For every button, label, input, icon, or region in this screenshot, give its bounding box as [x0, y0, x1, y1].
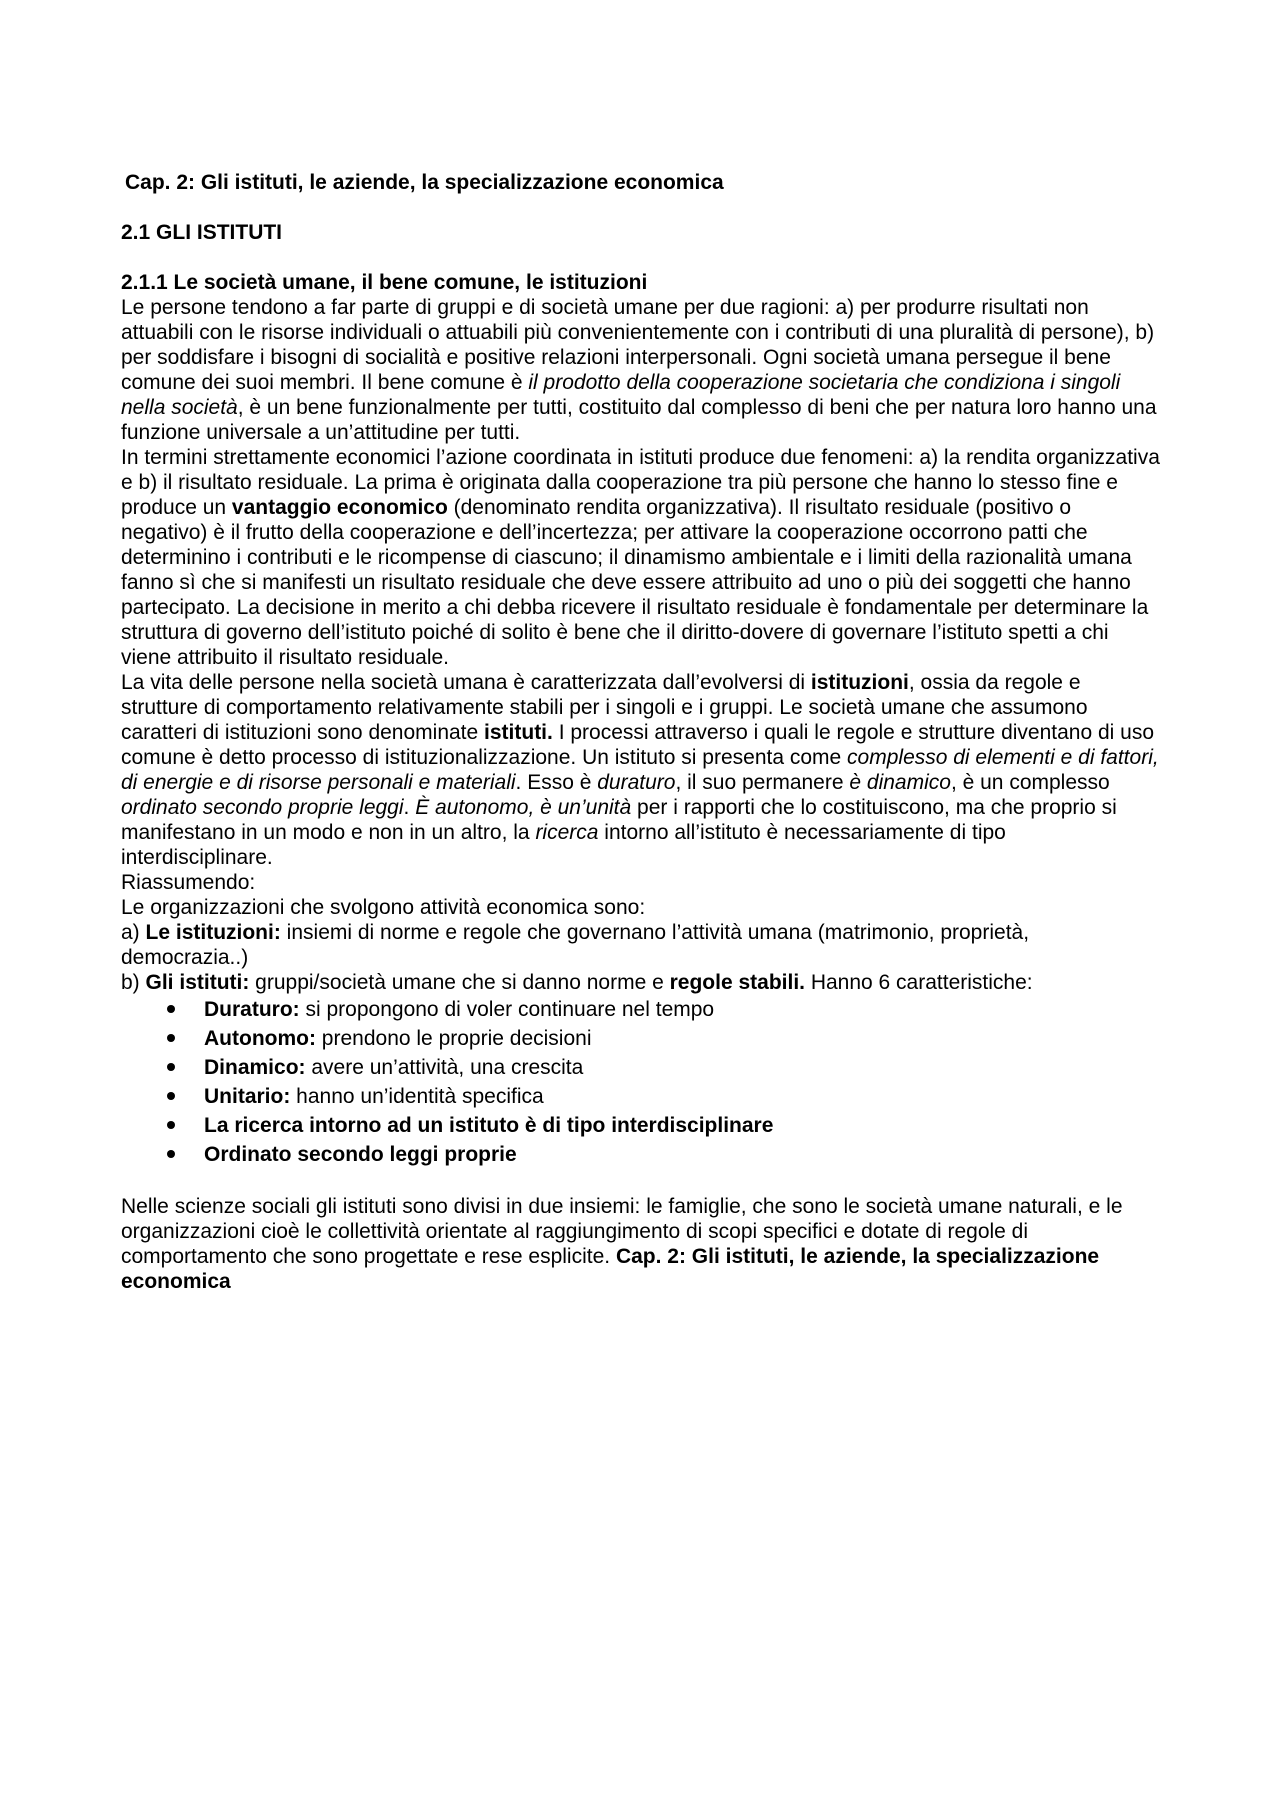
text-run: a) [121, 921, 146, 944]
section-heading: 2.1 GLI ISTITUTI [121, 221, 283, 244]
italic-run: è dinamico [849, 771, 951, 794]
text-run: Nelle scienze sociali gli istituti sono divisi in due insiemi: le famiglie, che sono le società umane naturali, e le organizzazioni cioè le collettività orientate al raggiungimento di scopi specifici e dotate di regole di comportamento che sono progettate e rese esplicite. [121, 1195, 1123, 1268]
bold-run: La ricerca intorno ad un istituto è di tipo interdisciplinare [204, 1114, 774, 1137]
bullet-icon [167, 1150, 175, 1158]
bold-run: Cap. 2: Gli istituti, le aziende, la specializzazione economica [121, 1245, 1100, 1293]
text-run: , ossia da regole e strutture di comportamento relativamente stabili per i singoli e i gruppi. Le società umane che assumono caratteri di istituzioni sono denominate [121, 671, 1088, 744]
italic-run: È autonomo, è un’unità [415, 796, 632, 819]
paragraph-2 [121, 445, 1161, 670]
text-run: b) [121, 971, 146, 994]
document-page [121, 170, 1161, 1294]
paragraph-4: Riassumendo: [121, 871, 256, 894]
bold-run: istituti. [484, 721, 553, 744]
text-run: per i rapporti che lo costituiscono, ma che proprio si manifestano in un modo e non in un altro, la [121, 796, 1117, 844]
text-run: Hanno 6 caratteristiche: [804, 971, 1033, 994]
spacer [121, 1169, 1161, 1194]
bold-run: vantaggio economico [231, 496, 448, 519]
text-run: I processi attraverso i quali le regole e strutture diventano di uso comune è detto processo di istituzionalizzazione. Un istituto si presenta come [121, 721, 1155, 769]
bold-run: istituzioni [810, 671, 909, 694]
list-item [167, 1053, 1161, 1082]
bold-run: Le istituzioni: [145, 921, 281, 944]
italic-run: il prodotto della cooperazione societaria che condiziona i singoli nella società [121, 371, 1121, 419]
bold-run: Gli istituti: [145, 971, 250, 994]
text-run: , è un bene funzionalmente per tutti, costituito dal complesso di beni che per natura loro hanno una funzione universale a un’attitudine per tutti. [121, 396, 1157, 444]
paragraph-1 [121, 295, 1161, 445]
text-run: La vita delle persone nella società umana è caratterizzata dall’evolversi di [121, 671, 811, 694]
bold-run: regole stabili. [669, 971, 805, 994]
bullet-icon [167, 1092, 175, 1100]
bullet-icon [167, 1005, 175, 1013]
italic-run: complesso di elementi e di fattori, di energie e di risorse personali e materiali [121, 746, 1159, 794]
text-run: insiemi di norme e regole che governano l’attività umana (matrimonio, proprietà, democrazia..) [121, 921, 1030, 969]
list-item [167, 1082, 1161, 1111]
list-item [167, 1024, 1161, 1053]
text-run: prendono le proprie decisioni [315, 1027, 592, 1050]
text-run: avere un’attività, una crescita [305, 1056, 584, 1079]
paragraph-3 [121, 670, 1161, 870]
text-run: , il suo permanere [675, 771, 850, 794]
text-run: In termini strettamente economici l’azione coordinata in istituti produce due fenomeni: a) la rendita organizzativa e b) il risultato residuale. La prima è originata dalla cooperazione tra più persone che hanno lo stesso fine e produce un [121, 446, 1160, 519]
text-run: (denominato rendita organizzativa). Il risultato residuale (positivo o negativo) è il frutto della cooperazione e dell’incertezza; per attivare la cooperazione occorrono patti che determinino i contributi e le ricompense di ciascuno; il dinamismo ambientale e i limiti della razionalità umana fanno sì che si manifesti un risultato residuale che deve essere attribuito ad uno o più dei soggetti che hanno partecipato. La decisione in merito a chi debba ricevere il risultato residuale è fondamentale per determinare la struttura di governo dell’istituto poiché di solito è bene che il diritto-dovere di governare l’istituto spetti a chi viene attribuito il risultato residuale. [121, 496, 1149, 669]
bold-run: Dinamico: [204, 1056, 306, 1079]
text-run: . Esso è [515, 771, 598, 794]
bullet-icon [167, 1121, 175, 1129]
paragraph-5: Le organizzazioni che svolgono attività economica sono: [121, 896, 646, 919]
text-run: , è un complesso [950, 771, 1110, 794]
bold-run: Unitario: [204, 1085, 291, 1108]
bold-run: Ordinato secondo leggi proprie [204, 1143, 517, 1166]
text-run: hanno un’identità specifica [290, 1085, 544, 1108]
paragraph-6 [121, 920, 1161, 970]
text-run: intorno all’istituto è necessariamente di tipo interdisciplinare. [121, 821, 1006, 869]
bullet-icon [167, 1034, 175, 1042]
italic-run: ricerca [535, 821, 599, 844]
bold-run: Duraturo: [204, 998, 300, 1021]
characteristics-list [121, 995, 1161, 1169]
list-item [167, 1140, 1161, 1169]
text-run: Le persone tendono a far parte di gruppi e di società umane per due ragioni: a) per produrre risultati non attuabili con le risorse individuali o attuabili più convenientemente con i contributi di una pluralità di persone), b) per soddisfare i bisogni di socialità e positive relazioni interpersonali. Ogni società umana persegue il bene comune dei suoi membri. Il bene comune è [121, 296, 1155, 394]
text-run: gruppi/società umane che si danno norme e [249, 971, 670, 994]
paragraph-7 [121, 970, 1161, 995]
subsection-heading: 2.1.1 Le società umane, il bene comune, le istituzioni [121, 271, 648, 294]
list-item [167, 995, 1161, 1024]
text-run: si propongono di voler continuare nel tempo [299, 998, 715, 1021]
list-item [167, 1111, 1161, 1140]
text-run: . [403, 796, 416, 819]
italic-run: ordinato secondo proprie leggi [121, 796, 404, 819]
bold-run: Autonomo: [204, 1027, 316, 1050]
bullet-icon [167, 1063, 175, 1071]
paragraph-8 [121, 1194, 1161, 1294]
document-title: Cap. 2: Gli istituti, le aziende, la specializzazione economica [125, 171, 724, 194]
italic-run: duraturo [597, 771, 676, 794]
